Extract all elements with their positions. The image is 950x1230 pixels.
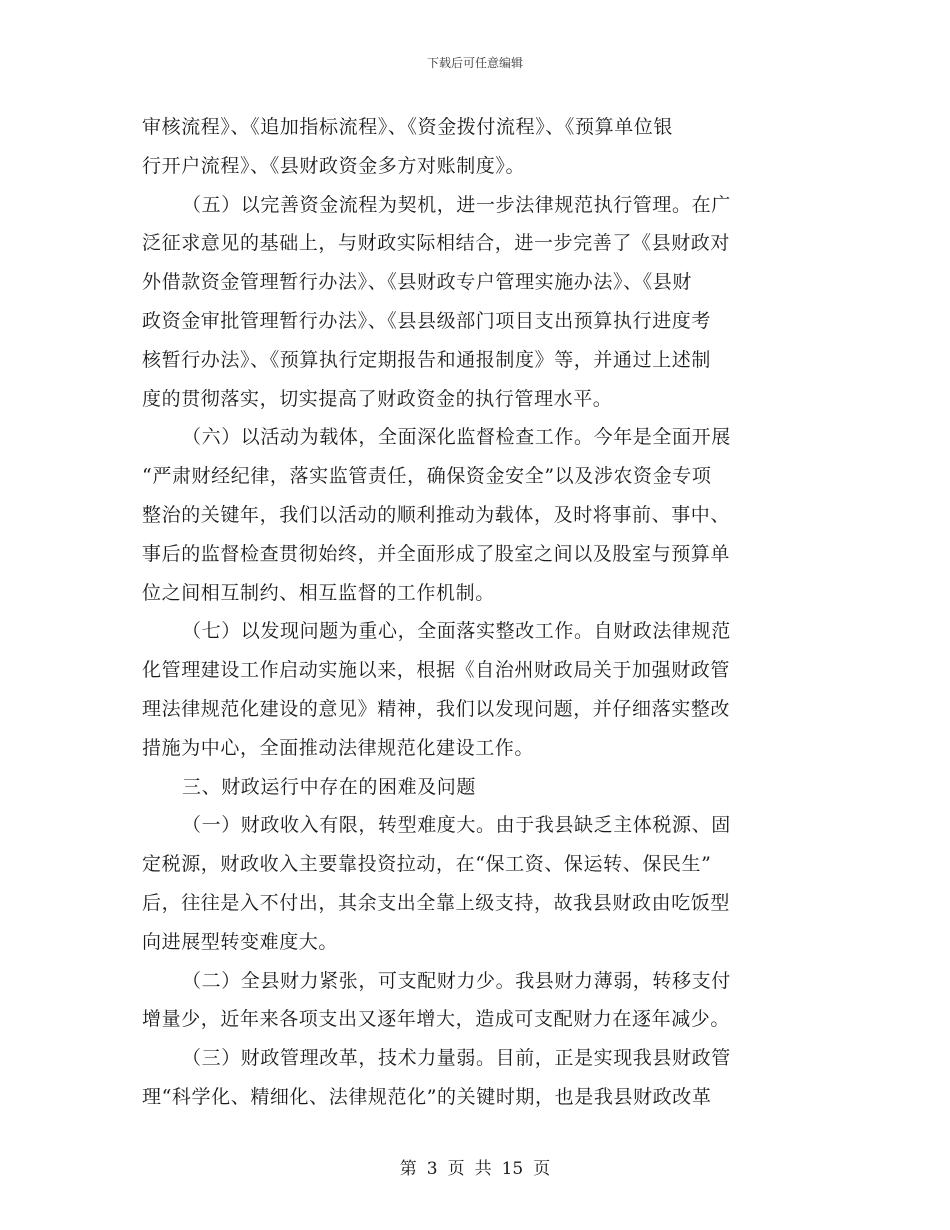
document-body [142, 108, 796, 1117]
footer-suffix: 页 [533, 1159, 551, 1179]
text-line: 三、财政运行中存在的困难及问题 [182, 775, 477, 798]
text-line: 增量少，近年来各项支出又逐年增大，造成可支配财力在逐年减少。 [142, 1008, 731, 1031]
text-line: （二）全县财力紧张，可支配财力少。我县财力薄弱，转移支付 [182, 969, 731, 992]
footer-page-number: 3 [426, 1159, 438, 1179]
text-line: （三）财政管理改革，技术力量弱。目前，正是实现我县财政管 [182, 1047, 731, 1070]
text-line: （五）以完善资金流程为契机，进一步法律规范执行管理。在广 [182, 193, 731, 216]
text-line: 理法律规范化建设的意见》精神，我们以发现问题，并仔细落实整改 [142, 697, 731, 720]
text-line: 核暂行办法》、《预算执行定期报告和通报制度》等，并通过上述制 [142, 348, 712, 371]
text-line: 向进展型转变难度大。 [142, 930, 339, 953]
text-line: （一）财政收入有限，转型难度大。由于我县缺乏主体税源、固 [182, 814, 731, 837]
text-line: 政资金审批管理暂行办法》、《县县级部门项目支出预算执行进度考 [142, 309, 712, 332]
footer-total-pages: 15 [501, 1159, 524, 1179]
text-line: 外借款资金管理暂行办法》、《县财政专户管理实施办法》、《县财 [142, 271, 693, 294]
text-line: 后，往往是入不付出，其余支出全靠上级支持，故我县财政由吃饭型 [142, 891, 731, 914]
header-note: 下载后可任意编辑 [426, 56, 523, 70]
footer-total-label: 共 [474, 1159, 492, 1179]
footer-page-label: 页 [447, 1159, 465, 1179]
text-line: 措施为中心，全面推动法律规范化建设工作。 [142, 736, 535, 759]
text-line: 泛征求意见的基础上，与财政实际相结合，进一步完善了《县财政对 [142, 232, 731, 255]
footer-prefix: 第 [399, 1159, 417, 1179]
text-line: 理“科学化、精细化、法律规范化”的关键时期，也是我县财政改革 [142, 1085, 712, 1108]
text-line: 位之间相互制约、相互监督的工作机制。 [142, 581, 495, 604]
text-line: （七）以发现问题为重心，全面落实整改工作。自财政法律规范 [182, 620, 731, 643]
text-line: 度的贯彻落实，切实提高了财政资金的执行管理水平。 [142, 387, 613, 410]
text-line: 化管理建设工作启动实施以来，根据《自治州财政局关于加强财政管 [142, 659, 731, 682]
text-line: 定税源，财政收入主要靠投资拉动，在“保工资、保运转、保民生” [142, 853, 712, 876]
text-line: 行开户流程》、《县财政资金多方对账制度》。 [142, 154, 526, 177]
text-line: “严肃财经纪律，落实监管责任，确保资金安全”以及涉农资金专项 [142, 465, 712, 488]
text-line: 审核流程》、《追加指标流程》、《资金拨付流程》、《预算单位银 [142, 116, 674, 138]
text-line: （六）以活动为载体，全面深化监督检查工作。今年是全面开展 [182, 426, 731, 449]
page-footer [0, 1154, 950, 1179]
text-line: 事后的监督检查贯彻始终，并全面形成了股室之间以及股室与预算单 [142, 542, 731, 565]
text-line: 整治的关键年，我们以活动的顺利推动为载体，及时将事前、事中、 [142, 503, 731, 526]
